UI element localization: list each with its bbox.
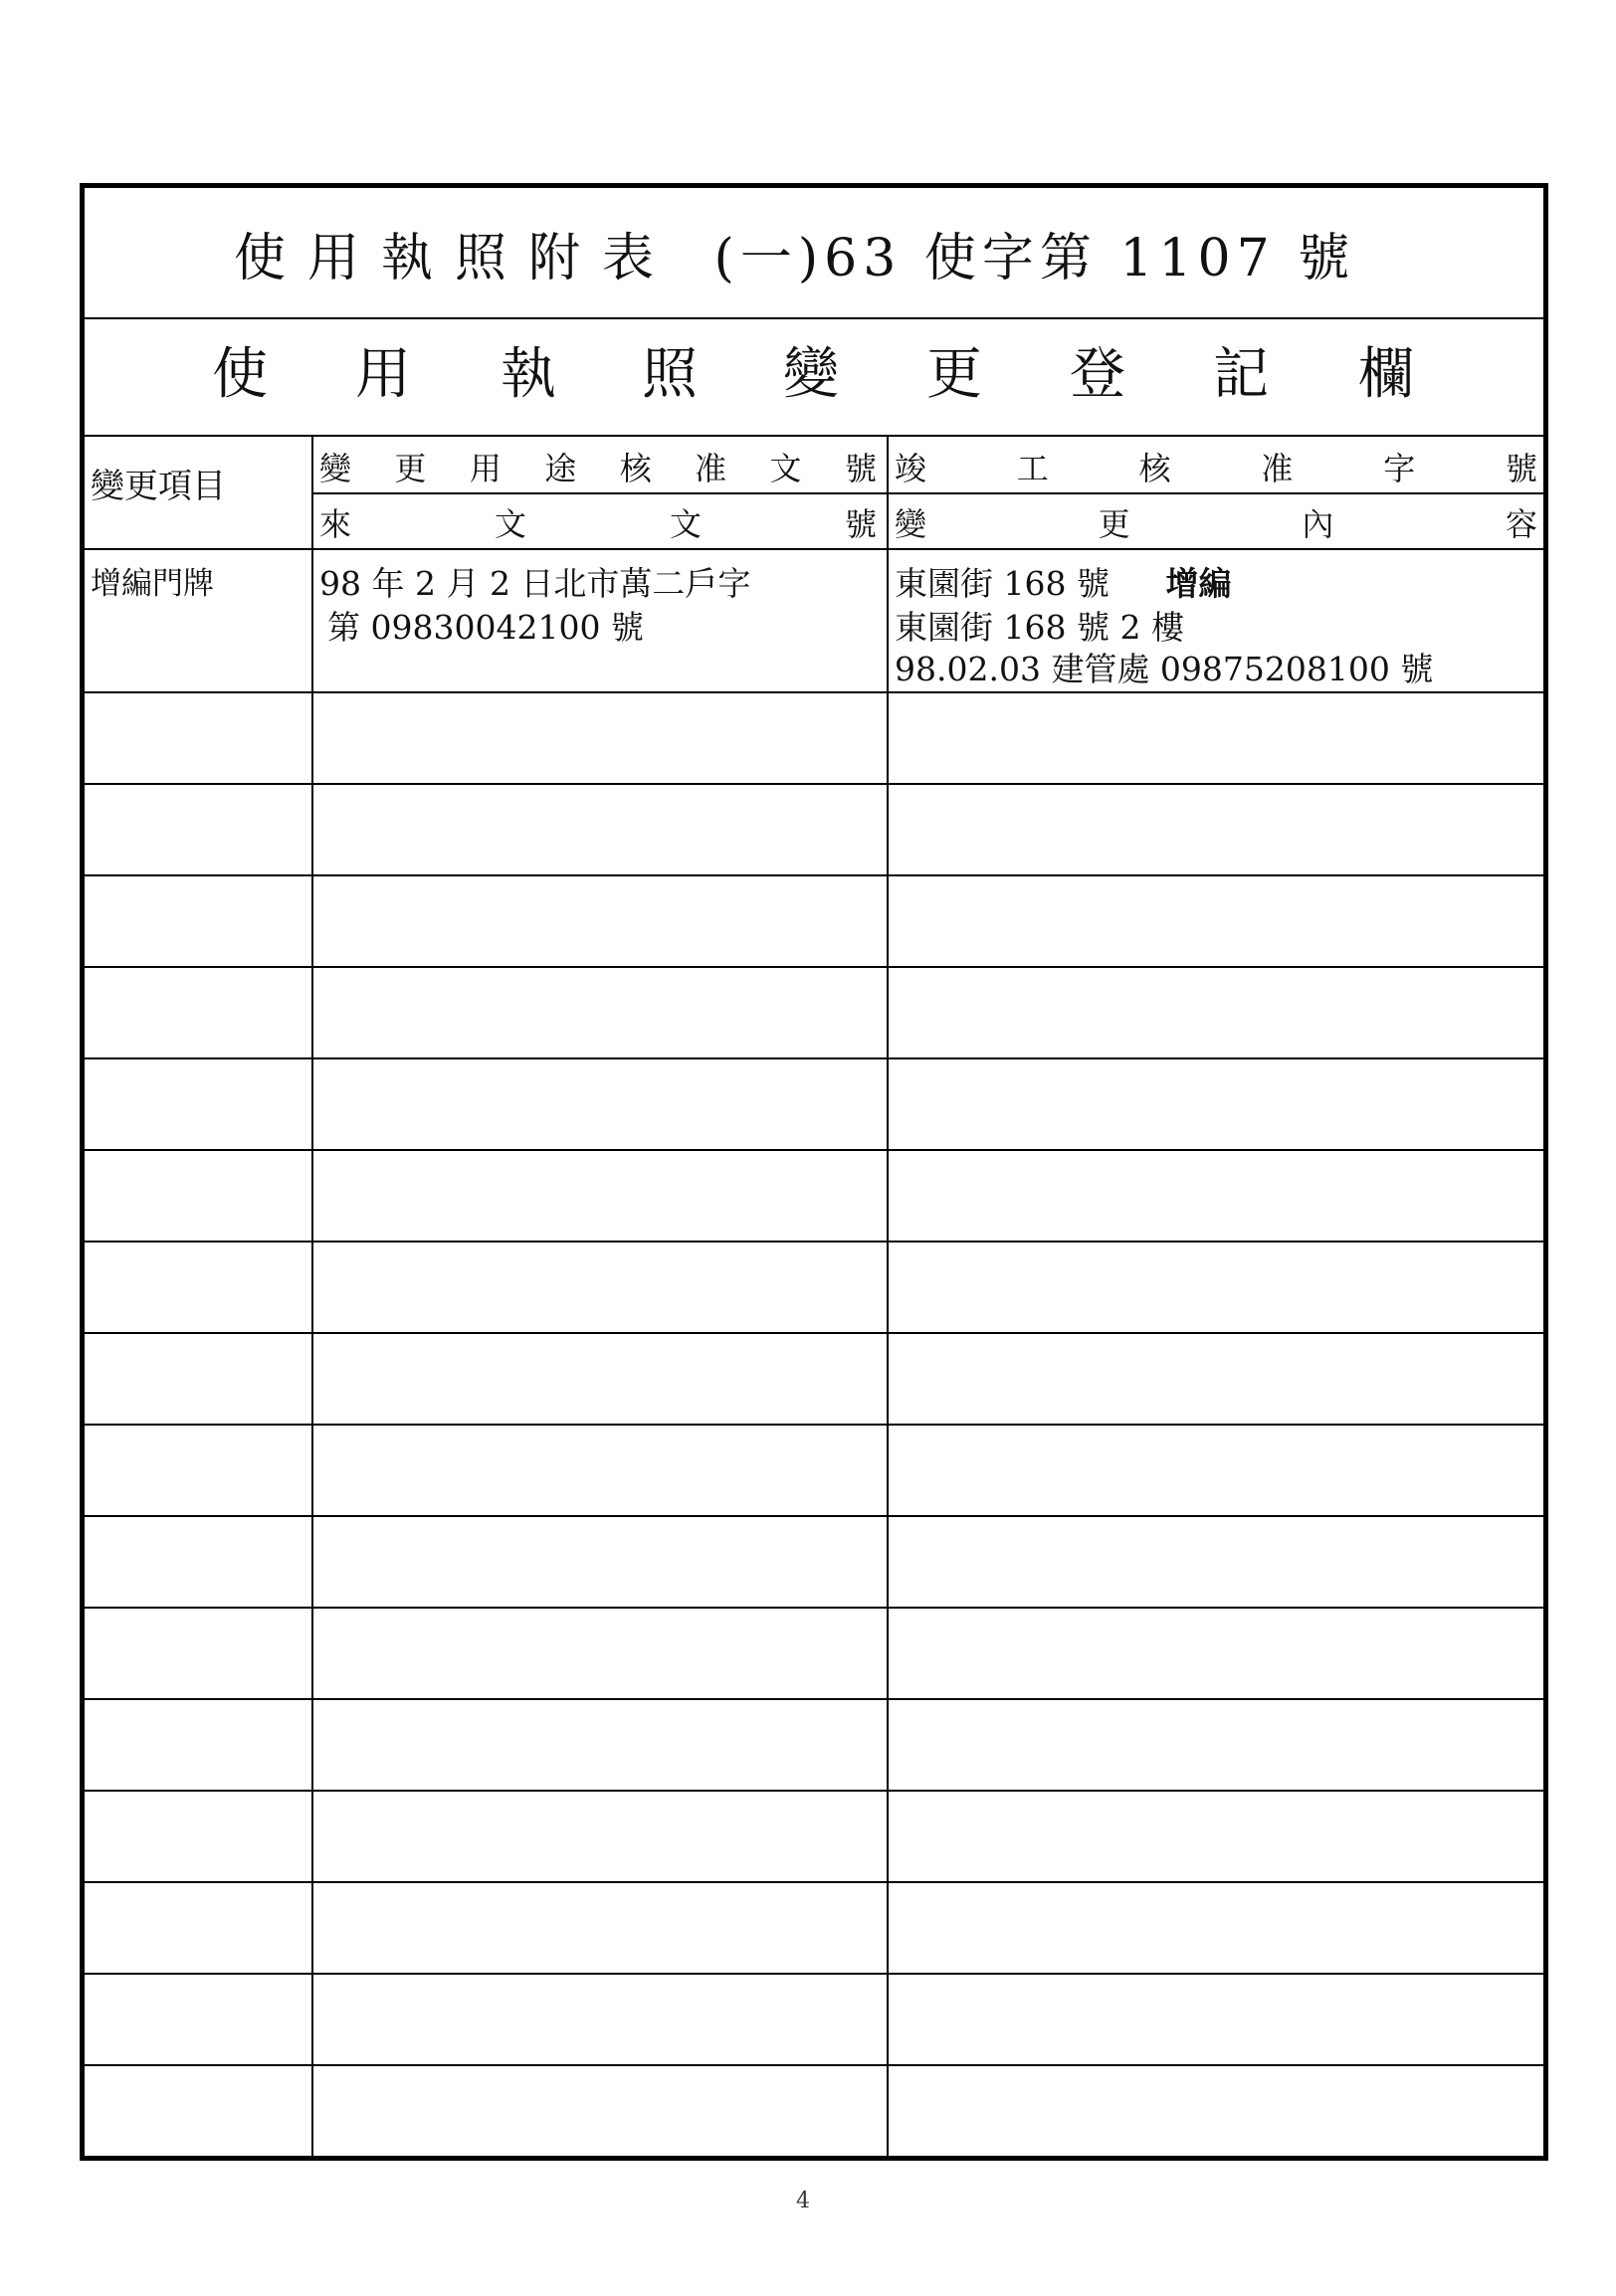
section-heading <box>85 317 1543 437</box>
header-char: 文 <box>494 505 526 543</box>
row-line <box>85 966 1543 968</box>
row-line <box>85 1332 1543 1334</box>
header-char: 來 <box>319 505 352 543</box>
header-char: 准 <box>1261 450 1294 487</box>
header-char: 更 <box>394 450 427 487</box>
heading-char: 執 <box>501 342 556 407</box>
heading-char: 記 <box>1213 342 1269 407</box>
row-line <box>85 1424 1543 1426</box>
heading-char: 用 <box>355 342 411 407</box>
heading-char: 欄 <box>1358 342 1414 407</box>
header-char: 字 <box>1383 450 1416 487</box>
row-line <box>85 1057 1543 1059</box>
header-char: 號 <box>844 450 877 487</box>
column-header-approval-no <box>319 449 877 488</box>
row-1-content-line-2: 東園街 168 號 2 樓 <box>895 608 1184 647</box>
header-char: 號 <box>1505 450 1537 487</box>
header-char: 核 <box>1138 450 1171 487</box>
form-title <box>234 216 1355 290</box>
heading-char: 登 <box>1070 342 1125 407</box>
heading-char: 使 <box>212 342 268 407</box>
row-line <box>85 874 1543 876</box>
heading-char: 更 <box>926 342 982 407</box>
header-char: 內 <box>1302 505 1334 543</box>
form-title-prefix: 使用執照附表 <box>234 228 677 288</box>
header-char: 核 <box>619 450 652 487</box>
row-line <box>85 2064 1543 2066</box>
header-char: 工 <box>1016 450 1049 487</box>
row-line <box>85 1241 1543 1243</box>
column-header-change-content <box>895 504 1537 544</box>
header-char: 文 <box>669 505 702 543</box>
row-line <box>85 1149 1543 1151</box>
row-1-content-line-3: 98.02.03 建管處 09875208100 號 <box>895 650 1434 688</box>
header-split-line <box>313 492 1543 494</box>
header-char: 更 <box>1098 505 1130 543</box>
header-char: 變 <box>319 450 352 487</box>
column-header-incoming-no <box>319 504 877 544</box>
row-1-item: 增編門牌 <box>91 566 214 602</box>
license-number: (一)63 使字第 1107 號 <box>713 228 1356 288</box>
row-1-document-line-1: 98 年 2 月 2 日北市萬二戶字 <box>319 564 751 603</box>
row-line <box>85 1607 1543 1609</box>
row-line <box>85 1973 1543 1975</box>
row-line <box>85 1515 1543 1517</box>
header-char: 文 <box>769 450 802 487</box>
column-header-item: 變更項目 <box>91 467 226 506</box>
row-1-content-line-1 <box>895 562 1231 606</box>
row-1-content-address: 東園街 168 號 <box>895 564 1110 603</box>
header-char: 竣 <box>895 450 927 487</box>
row-1-document-line-2: 第 09830042100 號 <box>327 608 644 647</box>
header-char: 途 <box>544 450 577 487</box>
row-line <box>85 1698 1543 1700</box>
header-char: 號 <box>844 505 877 543</box>
header-char: 准 <box>695 450 727 487</box>
heading-char: 變 <box>783 342 839 407</box>
row-line <box>85 548 1543 550</box>
row-line <box>85 1881 1543 1883</box>
header-char: 容 <box>1505 505 1537 543</box>
row-line <box>85 1790 1543 1792</box>
row-line <box>85 691 1543 693</box>
column-header-completion-no <box>895 449 1537 488</box>
header-char: 變 <box>895 505 927 543</box>
row-line <box>85 783 1543 785</box>
page-mark: 4 <box>796 2189 810 2213</box>
heading-char: 照 <box>642 342 698 407</box>
row-1-content-tag: 增編 <box>1165 564 1232 603</box>
usage-license-change-form <box>80 183 1548 2161</box>
header-char: 用 <box>469 450 502 487</box>
form-title-row <box>85 188 1543 319</box>
